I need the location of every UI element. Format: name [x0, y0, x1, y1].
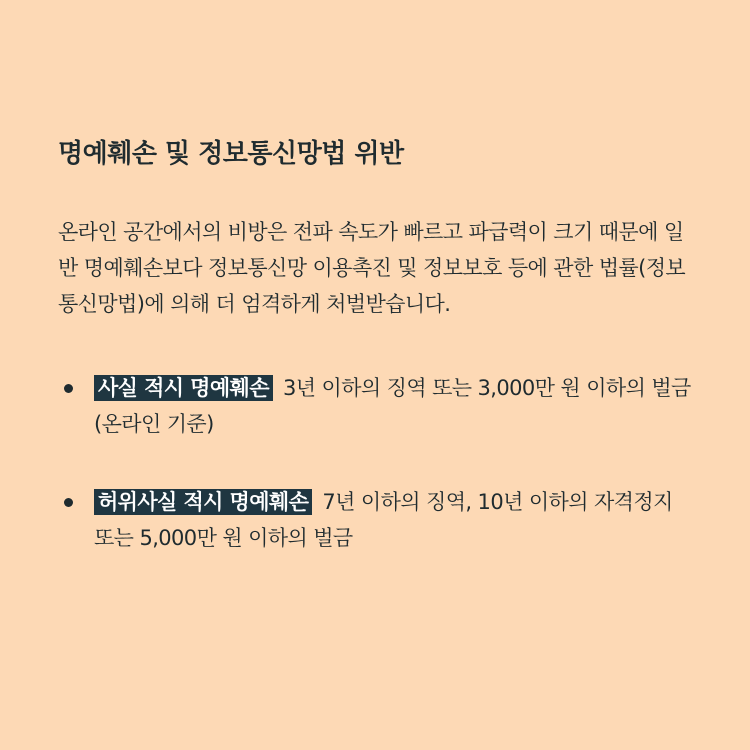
penalty-list [58, 370, 692, 556]
list-item [58, 370, 692, 442]
penalty-text: 7년 이하의 징역, 10년 이하의 자격정지 또는 5,000만 원 이하의 벌금 [94, 490, 673, 550]
bullet-icon [64, 384, 73, 393]
bullet-icon [64, 498, 73, 507]
intro-paragraph: 온라인 공간에서의 비방은 전파 속도가 빠르고 파급력이 크기 때문에 일반 명예훼손보다 정보통신망 이용촉진 및 정보보호 등에 관한 법률(정보통신망법)에 의해 더 엄격하게 처벌받습니다. [58, 220, 686, 316]
highlight-label: 사실 적시 명예훼손 [94, 375, 273, 401]
page-title: 명예훼손 및 정보통신망법 위반 [58, 139, 404, 169]
penalty-text: 3년 이하의 징역 또는 3,000만 원 이하의 벌금 (온라인 기준) [94, 376, 691, 436]
list-item [58, 484, 692, 556]
highlight-label: 허위사실 적시 명예훼손 [94, 489, 312, 515]
